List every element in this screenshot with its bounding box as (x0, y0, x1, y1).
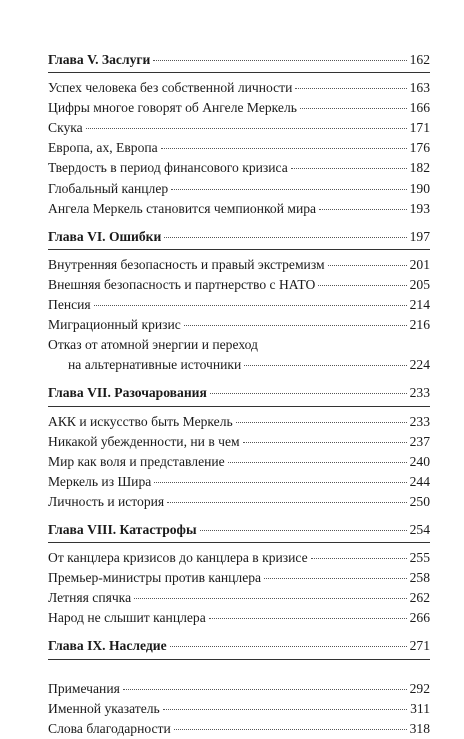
dot-leader (236, 422, 407, 423)
chapter-heading (48, 636, 430, 656)
entry-title: Слова благодарности (48, 720, 171, 736)
page-number: 182 (409, 160, 430, 176)
entry-title: Пенсия (48, 297, 91, 313)
dot-leader (311, 558, 407, 559)
chapter-heading (48, 520, 430, 540)
section-gap (48, 512, 430, 520)
toc-entry (48, 492, 430, 512)
chapter-rule (48, 659, 430, 660)
chapter-heading (48, 227, 430, 247)
page-number: 311 (410, 700, 430, 716)
page-number: 224 (409, 357, 430, 373)
page-number: 262 (409, 590, 430, 606)
page-number: 255 (409, 550, 430, 566)
toc-entry (48, 138, 430, 158)
toc-entry (48, 568, 430, 588)
toc-entry (48, 315, 430, 335)
chapter-heading (48, 383, 430, 403)
toc-entry (48, 199, 430, 219)
dot-leader (200, 530, 407, 531)
chapter-title: Глава VII. Разочарования (48, 385, 207, 401)
entry-title: Миграционный кризис (48, 317, 181, 333)
page-number: 244 (409, 473, 430, 489)
dot-leader (243, 442, 407, 443)
page-number: 233 (409, 413, 430, 429)
dot-leader (164, 237, 406, 238)
page-number: 166 (409, 100, 430, 116)
page-number: 292 (409, 680, 430, 696)
entry-title: Скука (48, 120, 83, 136)
toc-entry (48, 679, 430, 699)
entry-title: Меркель из Шира (48, 473, 152, 489)
dot-leader (184, 325, 407, 326)
entry-title-line1: Отказ от атомной энергии и переход (48, 337, 258, 353)
page-number: 163 (409, 80, 430, 96)
page-number: 254 (409, 521, 430, 537)
dot-leader (228, 462, 407, 463)
toc-entry (48, 158, 430, 178)
entry-title: Внутренняя безопасность и правый экстремизм (48, 256, 325, 272)
entry-title: Народ не слышит канцлера (48, 610, 206, 626)
dot-leader (154, 482, 406, 483)
entry-title: АКК и искусство быть Меркель (48, 413, 233, 429)
toc-entry (48, 179, 430, 199)
page-number: 193 (409, 200, 430, 216)
chapter-rule (48, 249, 430, 250)
toc-entry (48, 719, 430, 739)
toc-entry (48, 699, 430, 719)
page-number: 176 (409, 140, 430, 156)
chapter-heading (48, 50, 430, 70)
toc-entry (48, 588, 430, 608)
entry-title: Успех человека без собственной личности (48, 80, 293, 96)
dot-leader (171, 189, 406, 190)
dot-leader (170, 646, 407, 647)
page-number: 271 (409, 638, 430, 654)
dot-leader (134, 598, 407, 599)
entry-title: Примечания (48, 680, 120, 696)
dot-leader (318, 285, 406, 286)
page-number: 266 (409, 610, 430, 626)
entry-title: Глобальный канцлер (48, 180, 169, 196)
page-number: 197 (409, 228, 430, 244)
page-number: 250 (409, 493, 430, 509)
entry-title: Именной указатель (48, 700, 160, 716)
entry-title: Личность и история (48, 493, 165, 509)
chapter-title: Глава VIII. Катастрофы (48, 521, 197, 537)
toc-entry (48, 548, 430, 568)
dot-leader (244, 365, 406, 366)
toc-entry (48, 452, 430, 472)
page-number: 318 (409, 720, 430, 736)
entry-title: Ангела Меркель становится чемпионкой мира (48, 200, 317, 216)
page-number: 190 (409, 180, 430, 196)
toc-entry (48, 608, 430, 628)
entry-title: Европа, ах, Европа (48, 140, 158, 156)
dot-leader (295, 88, 406, 89)
dot-leader (264, 578, 407, 579)
page-number: 205 (409, 276, 430, 292)
entry-title: Внешняя безопасность и партнерство с НАТО (48, 276, 316, 292)
toc-entry (48, 412, 430, 432)
toc-entry (48, 78, 430, 98)
toc-entry (48, 472, 430, 492)
chapter-title: Глава IX. Наследие (48, 638, 167, 654)
toc-entry (48, 295, 430, 315)
page-number: 240 (409, 453, 430, 469)
entry-title: От канцлера кризисов до канцлера в кризисе (48, 550, 308, 566)
dot-leader (328, 265, 407, 266)
dot-leader (163, 709, 407, 710)
entry-title-line2-row (48, 355, 430, 375)
toc-entry (48, 432, 430, 452)
chapter-rule (48, 542, 430, 543)
page-number: 171 (409, 120, 430, 136)
dot-leader (291, 168, 407, 169)
section-gap (48, 665, 430, 679)
dot-leader (174, 729, 407, 730)
chapter-title: Глава VI. Ошибки (48, 228, 162, 244)
dot-leader (210, 393, 407, 394)
chapter-rule (48, 406, 430, 407)
page-number: 216 (409, 317, 430, 333)
entry-title: Премьер-министры против канцлера (48, 570, 262, 586)
dot-leader (94, 305, 407, 306)
chapter-rule (48, 72, 430, 73)
section-gap (48, 219, 430, 227)
entry-title: Цифры многое говорят об Ангеле Меркель (48, 100, 297, 116)
toc-entry (48, 255, 430, 275)
entry-title: Никакой убежденности, ни в чем (48, 433, 240, 449)
dot-leader (319, 209, 407, 210)
page-number: 162 (409, 52, 430, 67)
dot-leader (123, 689, 407, 690)
dot-leader (161, 148, 407, 149)
entry-title: Летняя спячка (48, 590, 132, 606)
chapter-title: Глава V. Заслуги (48, 52, 151, 67)
entry-title-line2: на альтернативные источники (68, 357, 242, 373)
toc-entry (48, 98, 430, 118)
entry-title: Мир как воля и представление (48, 453, 225, 469)
page-number: 258 (409, 570, 430, 586)
page-number: 214 (409, 297, 430, 313)
page-number: 233 (409, 385, 430, 401)
section-gap (48, 628, 430, 636)
dot-leader (153, 60, 406, 61)
entry-title: Твердость в период финансового кризиса (48, 160, 288, 176)
dot-leader (86, 128, 407, 129)
page-number: 201 (409, 256, 430, 272)
toc-entry (48, 118, 430, 138)
section-gap (48, 375, 430, 383)
table-of-contents (48, 50, 430, 739)
toc-entry (48, 275, 430, 295)
dot-leader (209, 618, 407, 619)
dot-leader (300, 108, 407, 109)
toc-entry-multiline (48, 335, 430, 375)
dot-leader (167, 502, 406, 503)
page-number: 237 (409, 433, 430, 449)
